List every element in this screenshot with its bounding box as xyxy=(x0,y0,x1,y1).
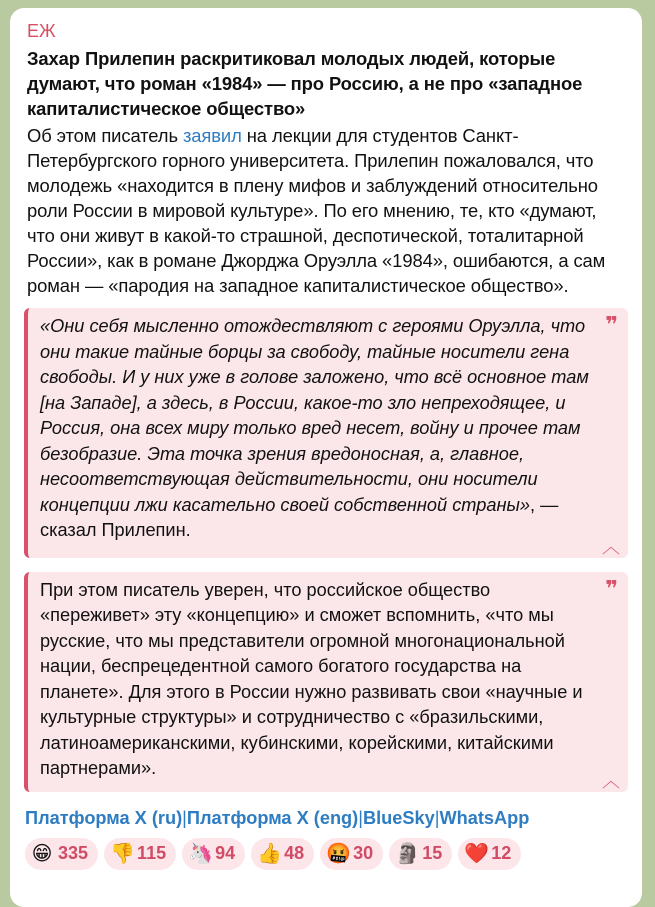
link-x-ru[interactable]: Платформа X (ru) xyxy=(25,807,183,828)
reaction-thumbs-down[interactable] xyxy=(104,838,176,870)
quote-mark-icon: ❞ xyxy=(605,575,618,601)
reaction-count: 12 xyxy=(491,843,512,863)
post-intro xyxy=(27,123,628,298)
reaction-count: 94 xyxy=(215,843,236,863)
reaction-count: 335 xyxy=(58,843,89,863)
reaction-cursing-face[interactable] xyxy=(320,838,383,870)
collapse-icon[interactable]: ︿ xyxy=(602,536,620,557)
link-x-eng[interactable]: Платформа X (eng) xyxy=(186,807,359,828)
reaction-thumbs-up[interactable] xyxy=(251,838,314,870)
link-separator: | xyxy=(434,807,440,828)
reaction-heart[interactable] xyxy=(458,838,521,870)
reaction-count: 48 xyxy=(284,843,305,863)
source-link[interactable]: заявил xyxy=(182,125,242,146)
reaction-grin[interactable] xyxy=(25,838,98,870)
message-bubble xyxy=(10,8,642,907)
moai-emoji-icon: 🗿 xyxy=(395,842,421,865)
heart-emoji-icon: ❤️ xyxy=(464,842,490,865)
thumbs-up-emoji-icon: 👍 xyxy=(257,842,283,865)
link-separator: | xyxy=(182,807,187,828)
quote-block-1 xyxy=(24,308,628,558)
cursing-face-emoji-icon: 🤬 xyxy=(326,842,352,865)
platform-links xyxy=(25,806,628,830)
unicorn-emoji-icon: 🦄 xyxy=(188,842,213,865)
thumbs-down-emoji-icon: 👎 xyxy=(110,842,135,865)
quote-2-text: При этом писатель уверен, что российское общество «переживет» эту «концепцию» и сможет вспомнить, «что мы русские, что мы представители огромной многонациональной нации, беспрецедентной самого богатого государства на планете». Для этого в России нужно развивать свои «научные и культурные структуры» и сотрудничество с «бразильскими, латиноамериканскими, кубинскими, корейскими, китайскими партнерами». xyxy=(40,579,583,778)
quote-block-2 xyxy=(24,572,628,792)
grin-emoji-icon: 😁 xyxy=(31,842,53,865)
collapse-icon[interactable]: ︿ xyxy=(602,770,620,791)
quote-mark-icon: ❞ xyxy=(605,312,618,337)
link-whatsapp[interactable]: WhatsApp xyxy=(439,807,530,828)
channel-name[interactable]: ЕЖ xyxy=(27,21,56,41)
quote-1-attribution: , — сказал Прилепин. xyxy=(40,494,559,540)
reaction-unicorn[interactable] xyxy=(182,838,245,870)
reactions-bar xyxy=(25,838,628,870)
intro-text-end: на лекции для студентов Санкт-Петербургского горного университета. Прилепин пожаловался, что молодежь «находится в плену мифов и заблуждений относительно роли России в мировой культуре». По его мнению, те, кто «думают, что они живут в какой-то страшной, деспотической, тоталитарной России», как в романе Джорджа Оруэлла «1984», ошибаются, а сам роман — «пародия на западное капиталистическое общество». xyxy=(27,125,606,296)
reaction-count: 15 xyxy=(422,843,443,863)
reaction-count: 115 xyxy=(137,843,167,863)
link-bluesky[interactable]: BlueSky xyxy=(362,807,435,828)
reaction-moai[interactable] xyxy=(389,838,452,870)
quote-1-italic: «Они себя мысленно отождествляют с героями Оруэлла, что они такие тайные борцы за свободу, тайные носители гена свободы. И у них уже в голове заложено, что всё основное там [на Западе], а здесь, в России, какое-то зло непреходящее, и Россия, она всех миру только вред несет, войну и прочее там безобразие. Эта точка зрения вредоносная, а, главное, несоответствующая действительности, они носители концепции лжи касательно своей собственной страны» xyxy=(40,316,589,515)
link-separator: | xyxy=(358,807,363,828)
post-headline: Захар Прилепин раскритиковал молодых людей, которые думают, что роман «1984» — про Россию, а не про «западное капиталистическое общество» xyxy=(27,48,583,119)
intro-text-start: Об этом писатель xyxy=(27,125,183,146)
reaction-count: 30 xyxy=(353,843,374,863)
